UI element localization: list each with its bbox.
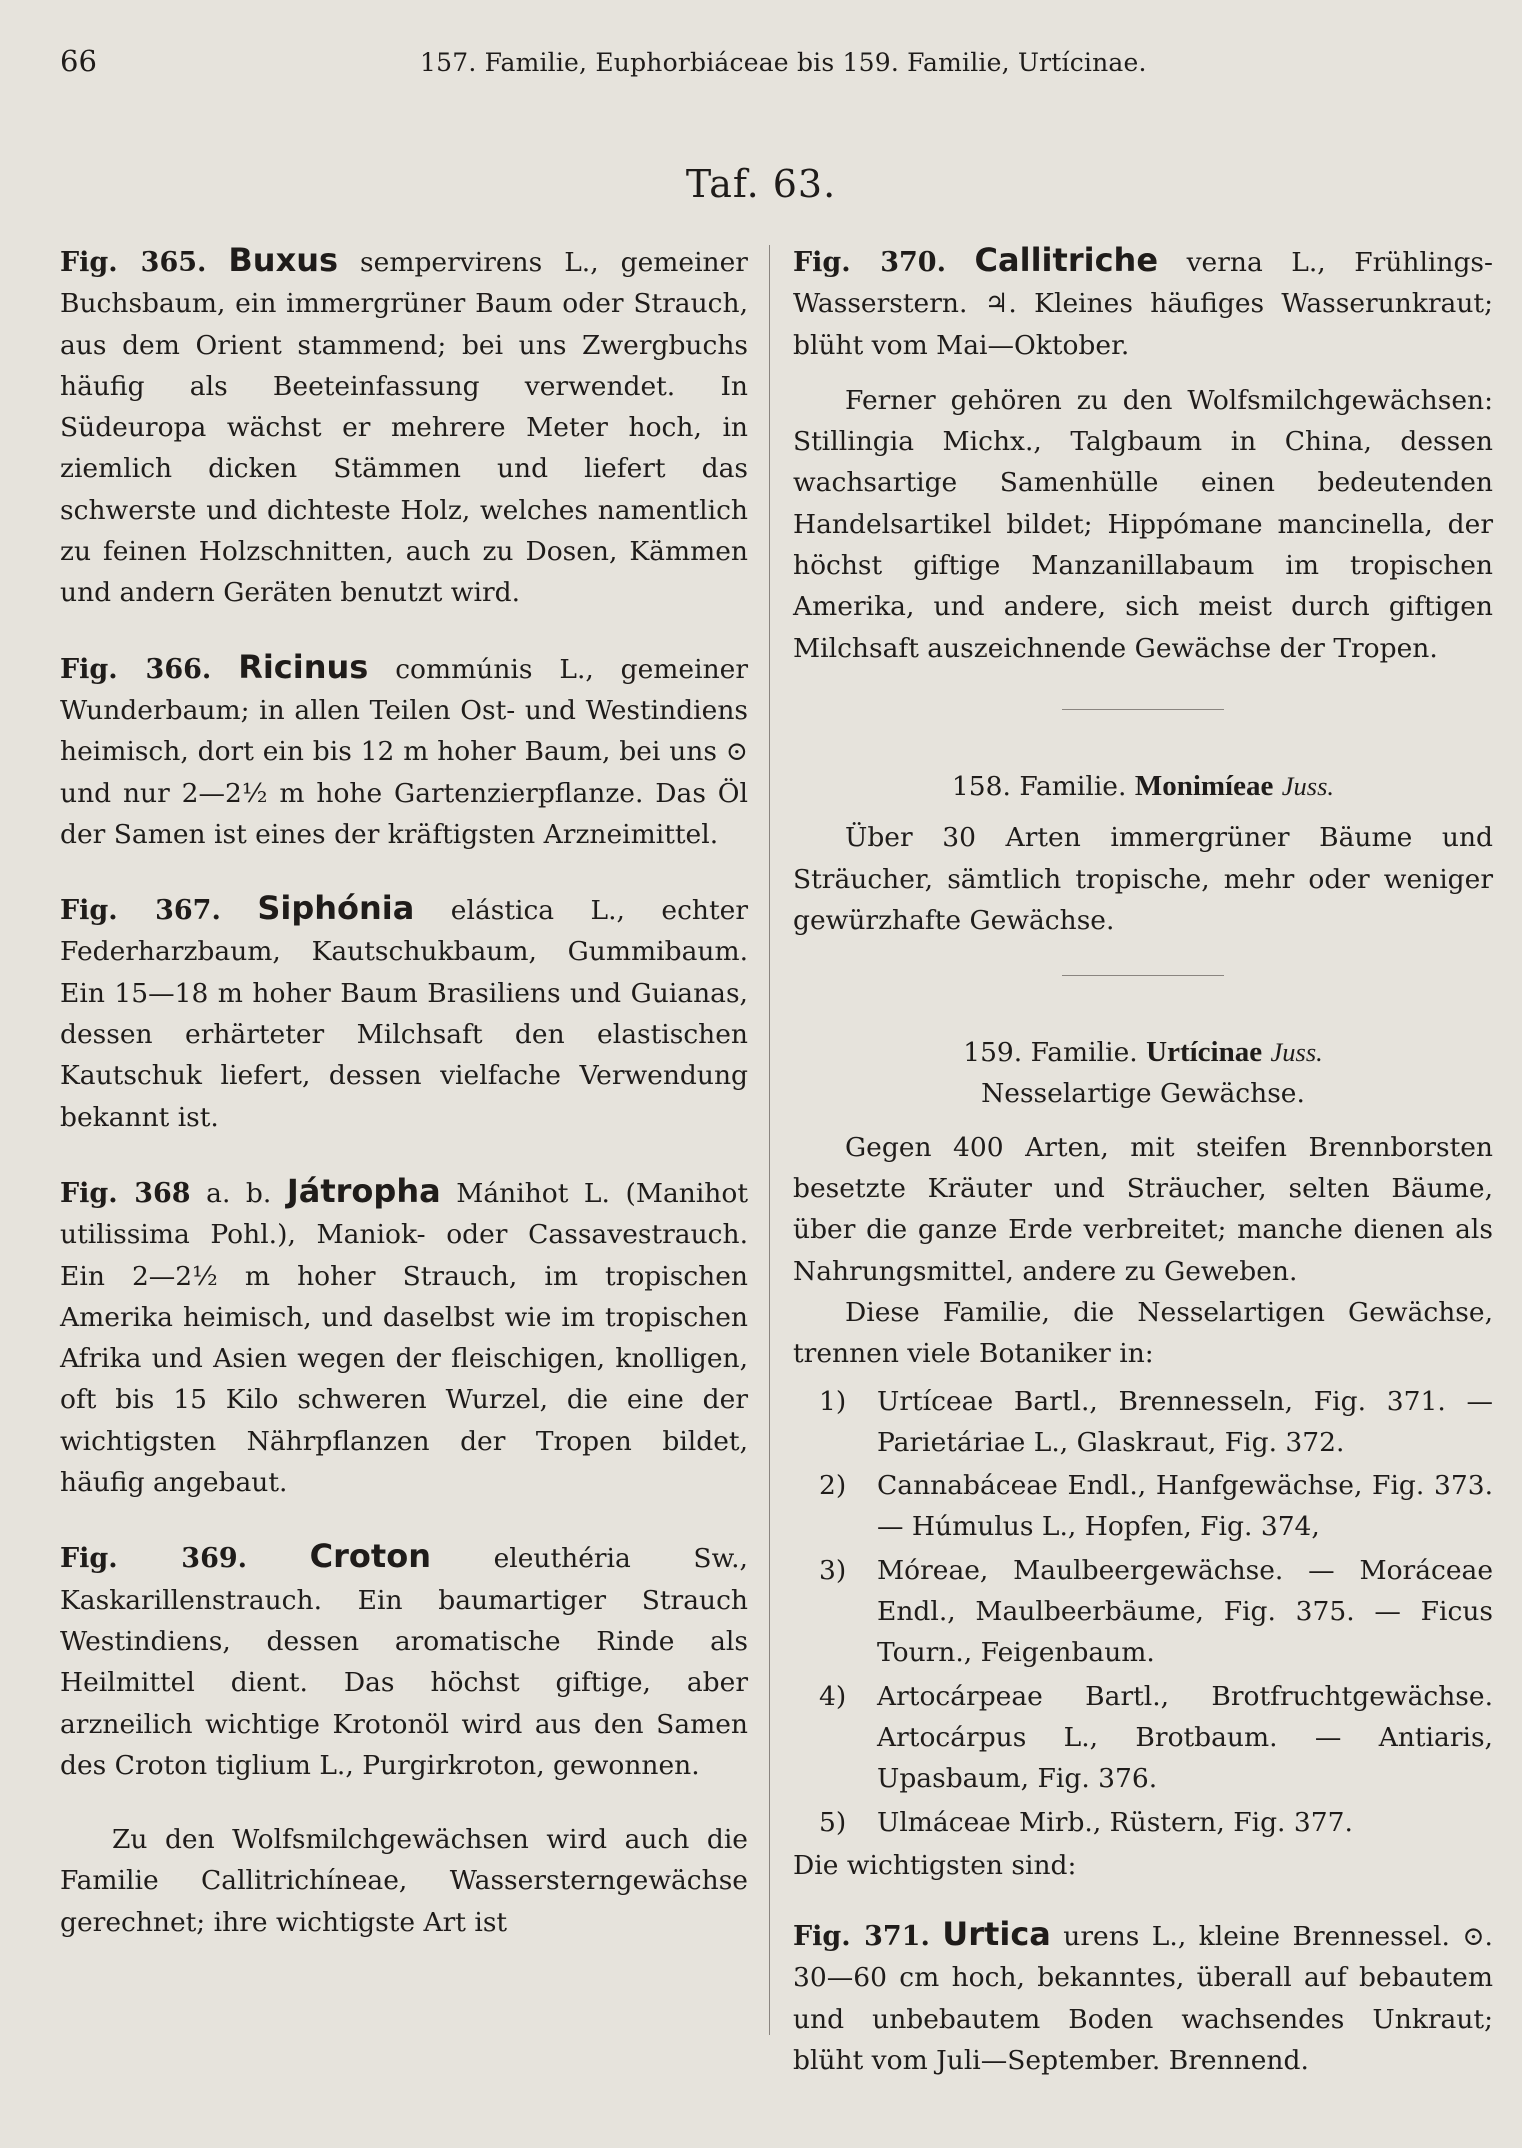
left-closing-paragraph: Zu den Wolfsmilchgewächsen wird auch die Familie Callitrichíneae, Wassersterngewächse gerechnet; ihre wichtigste Art ist — [60, 1824, 748, 1938]
entry-fig-368 — [60, 1171, 748, 1503]
list-item — [793, 1676, 1493, 1800]
left-column — [60, 240, 748, 1943]
family-159-description: Gegen 400 Arten, mit steifen Brennborsten besetzte Kräuter und Sträucher, selten Bäume, über die ganze Erde verbreitet; manche dienen als Nahrungsmittel, andere zu Geweben. — [793, 1131, 1493, 1287]
fig-suffix: a. b. — [206, 1177, 272, 1209]
fig-label: Fig. 370. — [793, 247, 946, 278]
family-name: Monimíeae — [1134, 769, 1274, 802]
entry-text: sempervirens L., gemeiner Buchsbaum, ein immergrüner Baum oder Strauch, aus dem Orient stammend; bei uns Zwergbuchs häufig als Beeteinfassung verwendet. In Südeuropa wächst er mehrere Meter hoch, in ziemlich dicken Stämmen und liefert das schwerste und dichteste Holz, welches namentlich zu feinen Holzschnitten, auch zu Dosen, Kämmen und andern Geräten benutzt wird. — [60, 247, 748, 609]
entry-text: eleuthéria Sw., Kaskarillenstrauch. Ein baumartiger Strauch Westindiens, dessen aromatische Rinde als Heilmittel dient. Das höchst giftige, aber arzneilich wichtige Krotonöl wird aus den Samen des Croton tiglium L., Purgirkroton, gewonnen. — [60, 1543, 748, 1781]
list-text: Cannabáceae Endl., Hanfgewächse, Fig. 373. — Húmulus L., Hopfen, Fig. 374, — [877, 1470, 1493, 1543]
subfamily-list — [793, 1381, 1493, 1843]
family-159-subtitle: Nesselartige Gewächse. — [981, 1078, 1305, 1110]
fig-label: Fig. 367. — [60, 895, 221, 927]
list-number: 4) — [819, 1680, 847, 1712]
wolfsmilch-paragraph: Ferner gehören zu den Wolfsmilchgewächsen: Stillingia Michx., Talgbaum in China, dessen wachsartige Samenhülle einen bedeutenden Handelsartikel bildet; Hippómane mancinella, der höchst giftige Manzanillabaum im tropischen Amerika, und andere, sich meist durch giftigen Milchsaft auszeichnende Gewächse der Tropen. — [793, 384, 1493, 664]
list-text: Urtíceae Bartl., Brennesseln, Fig. 371. — Parietáriae L., Glaskraut, Fig. 372. — [877, 1385, 1493, 1458]
list-closing: Die wichtigsten sind: — [793, 1849, 1077, 1881]
entry-fig-365 — [60, 240, 748, 614]
genus-name: Urtica — [942, 1915, 1051, 1954]
entry-text: Mánihot L. (Manihot utilissima Pohl.), Maniok- oder Cassavestrauch. Ein 2—2½ m hoher Strauch, im tropischen Amerika heimisch, und daselbst wie im tropischen Afrika und Asien wegen der fleischigen, knolligen, oft bis 15 Kilo schweren Wurzel, die eine der wichtigsten Nährpflanzen der Tropen bildet, häufig angebaut. — [60, 1177, 748, 1499]
list-item — [793, 1465, 1493, 1548]
genus-name: Siphónia — [257, 889, 415, 928]
running-title: 157. Familie, Euphorbiáceae bis 159. Familie, Urtícinae. — [420, 48, 1147, 77]
genus-name: Callitriche — [974, 241, 1159, 279]
genus-name: Ricinus — [238, 647, 369, 686]
entry-text: urens L., kleine Brennessel. ⊙. 30—60 cm hoch, bekanntes, überall auf bebautem und unbebautem Boden wachsendes Unkraut; blüht vom Juli—September. Brennend. — [793, 1921, 1493, 2076]
entry-fig-370 — [793, 240, 1493, 366]
family-author: Juss. — [1281, 770, 1335, 801]
list-text: Ulmáceae Mirb., Rüstern, Fig. 377. — [877, 1806, 1353, 1838]
list-item — [793, 1381, 1493, 1464]
entry-fig-371 — [793, 1914, 1493, 2081]
family-159-heading — [793, 1032, 1493, 1073]
family-159-division-intro: Diese Familie, die Nesselartigen Gewächse, trennen viele Botaniker in: — [793, 1296, 1493, 1370]
running-header — [60, 44, 1462, 84]
entry-text: verna L., Frühlings-Wasserstern. ♃. Kleines häufiges Wasserunkraut; blüht vom Mai—Oktober. — [793, 247, 1493, 361]
fig-label: Fig. 366. — [60, 653, 212, 685]
entry-fig-369 — [60, 1536, 748, 1786]
right-column — [793, 240, 1493, 2114]
genus-name: Croton — [309, 1537, 431, 1576]
plate-title: Taf. 63. — [685, 162, 837, 206]
genus-name: Játropha — [286, 1171, 441, 1210]
list-text: Artocárpeae Bartl., Brotfruchtgewächse. Artocárpus L., Brotbaum. — Antiaris, Upasbaum, Fig. 376. — [877, 1680, 1493, 1795]
list-text: Móreae, Maulbeergewächse. — Moráceae Endl., Maulbeerbäume, Fig. 375. — Ficus Tourn., Feigenbaum. — [877, 1554, 1493, 1669]
family-name: Urtícinae — [1146, 1036, 1263, 1069]
family-number: 158. Familie. — [951, 770, 1127, 802]
genus-name: Buxus — [228, 241, 339, 279]
fig-label: Fig. 369. — [60, 1543, 248, 1575]
family-158-description: Über 30 Arten immergrüner Bäume und Sträucher, sämtlich tropische, mehr oder weniger gewürzhafte Gewächse. — [793, 822, 1493, 936]
section-rule — [1062, 975, 1224, 976]
family-number: 159. Familie. — [963, 1037, 1138, 1069]
fig-label: Fig. 371. — [793, 1921, 930, 1953]
entry-fig-367 — [60, 888, 748, 1138]
column-divider — [769, 245, 770, 2035]
section-rule — [1062, 709, 1224, 710]
entry-text: commúnis L., gemeiner Wunderbaum; in allen Teilen Ost- und Westindiens heimisch, dort ein bis 12 m hoher Baum, bei uns ⊙ und nur 2—2½ m hohe Gartenzierpflanze. Das Öl der Samen ist eines der kräftigsten Arzneimittel. — [60, 653, 748, 850]
family-author: Juss. — [1270, 1037, 1323, 1068]
list-number: 3) — [819, 1554, 847, 1586]
entry-text: elástica L., echter Federharzbaum, Kautschukbaum, Gummibaum. Ein 15—18 m hoher Baum Brasiliens und Guianas, dessen erhärteter Milchsaft den elastischen Kautschuk liefert, dessen vielfache Verwendung bekannt ist. — [60, 895, 748, 1133]
list-number: 1) — [819, 1385, 847, 1417]
list-item — [793, 1802, 1493, 1843]
family-158-heading — [793, 766, 1493, 807]
fig-label: Fig. 365. — [60, 247, 207, 278]
list-number: 2) — [819, 1470, 847, 1502]
list-number: 5) — [819, 1806, 847, 1838]
page-number: 66 — [60, 44, 97, 78]
list-item — [793, 1550, 1493, 1674]
entry-fig-366 — [60, 647, 748, 855]
fig-label: Fig. 368 — [60, 1177, 191, 1209]
